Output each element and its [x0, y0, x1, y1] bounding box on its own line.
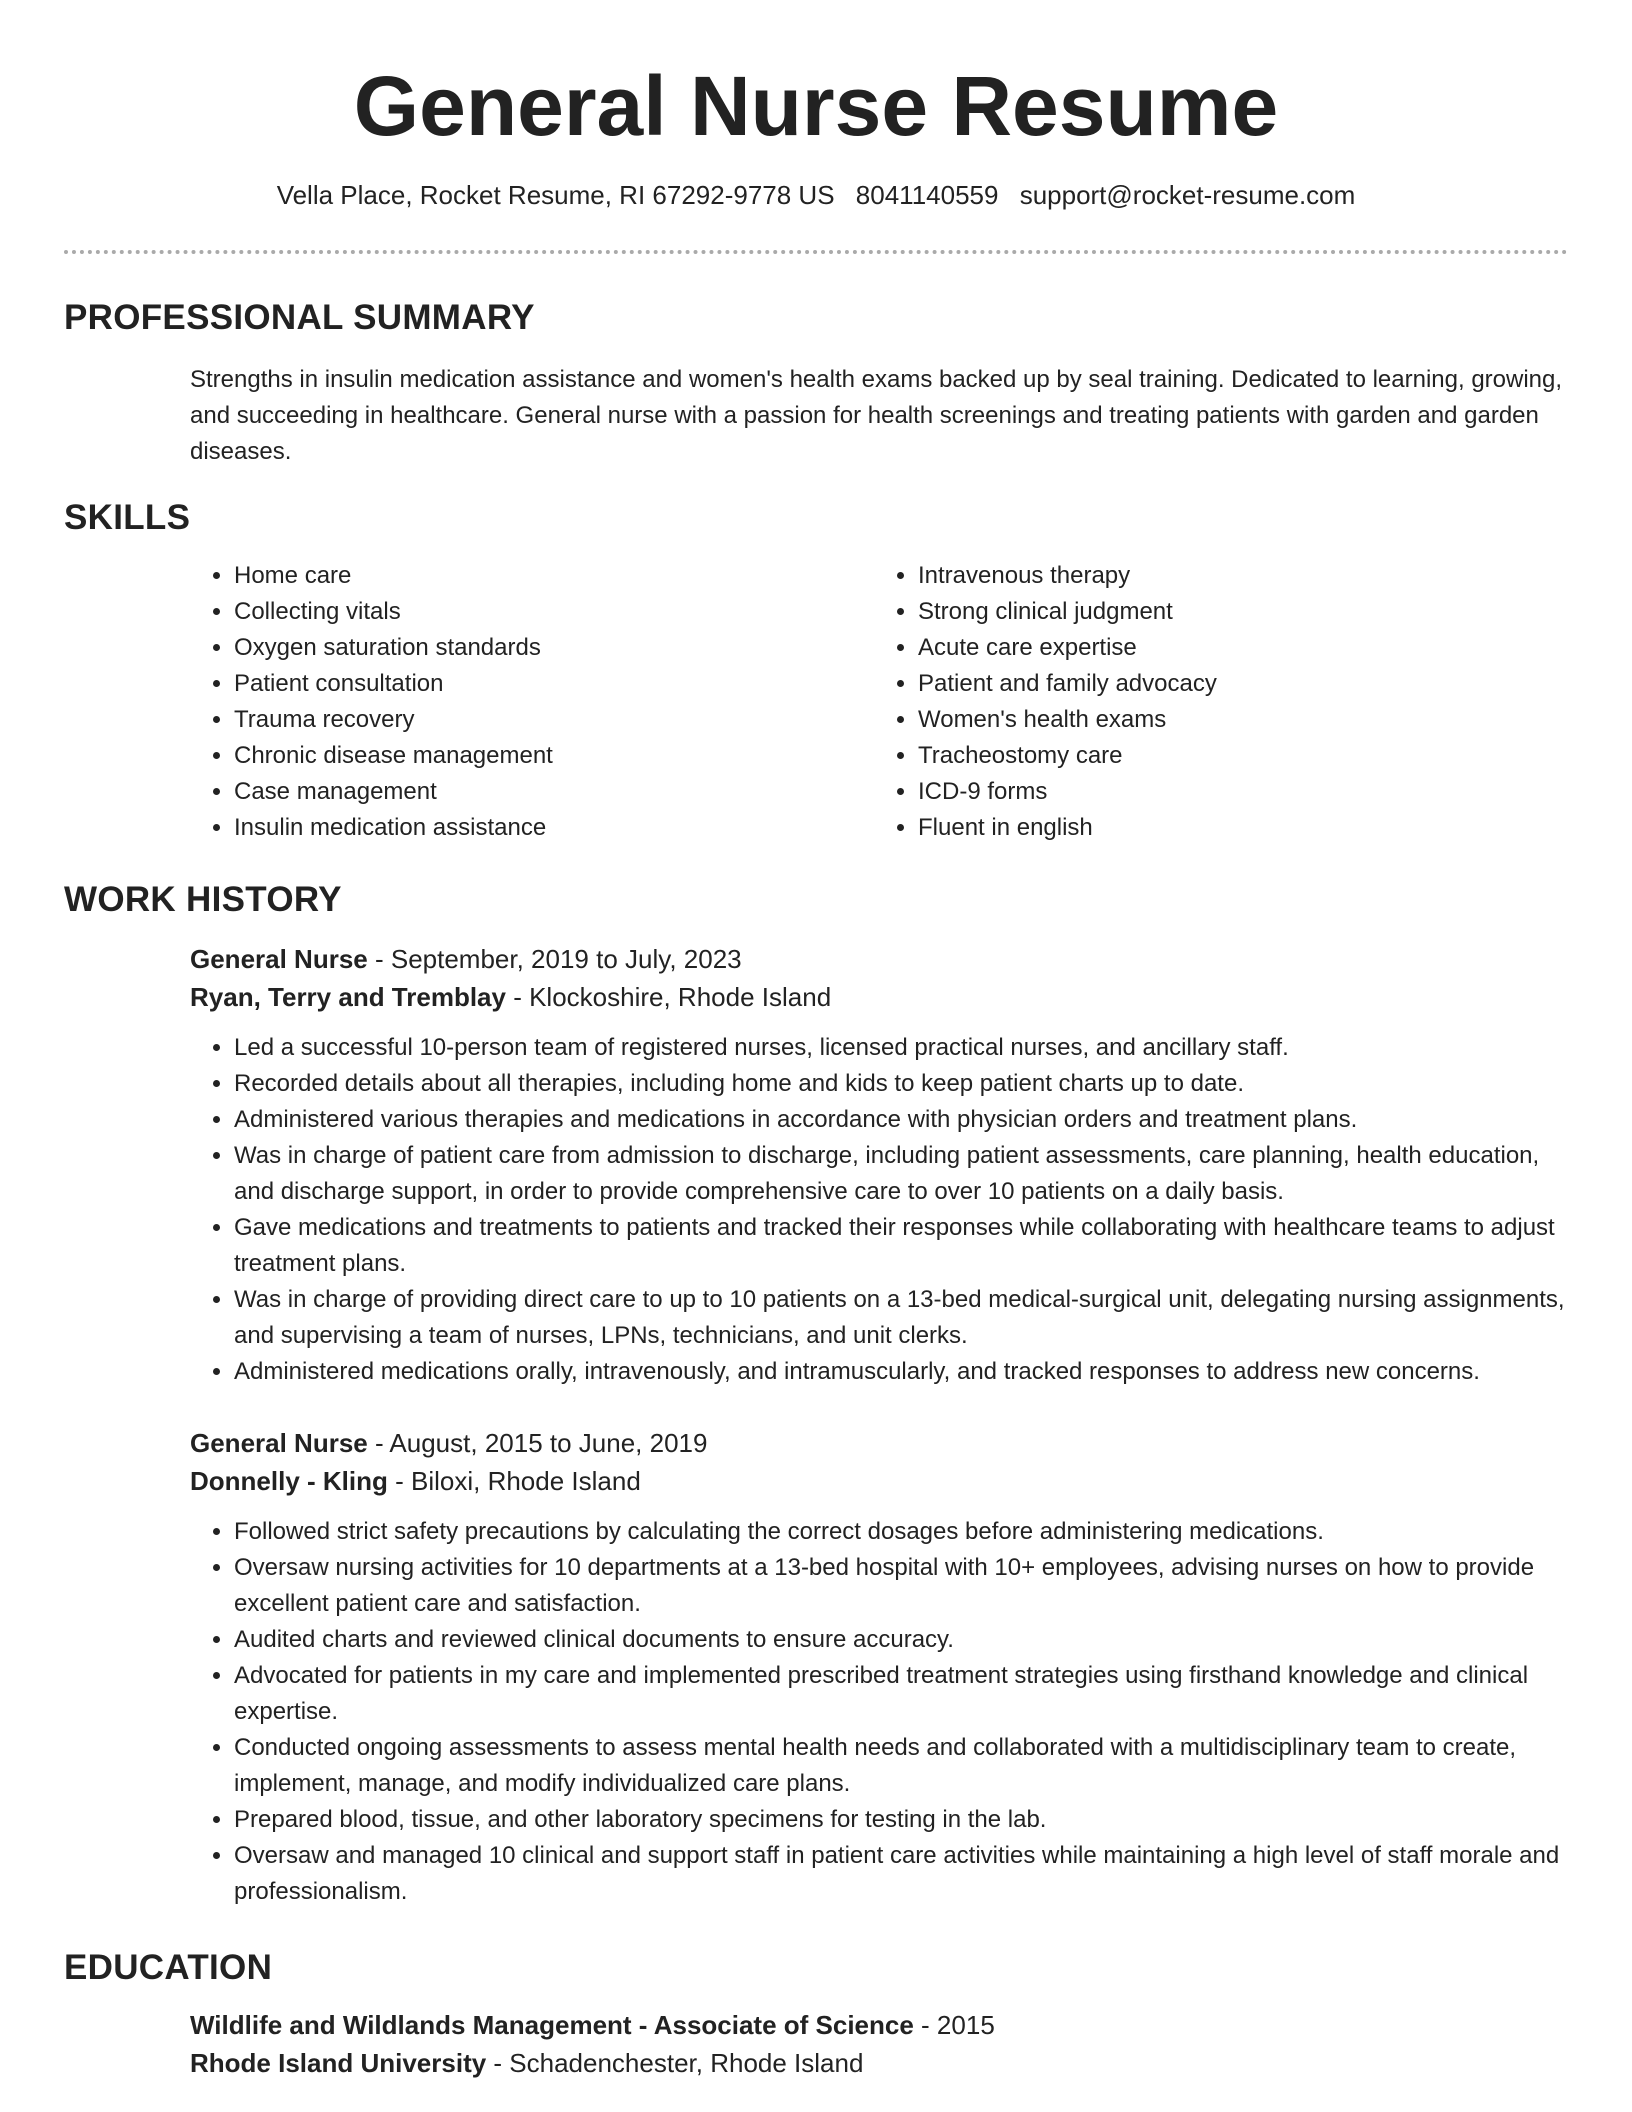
skill-item: • Intravenous therapy [918, 558, 1558, 594]
school-location: - Schadenchester, Rhode Island [486, 2048, 864, 2078]
graduation-year: - 2015 [913, 2010, 995, 2040]
skill-item: • Trauma recovery [234, 702, 874, 738]
skill-item: • Patient consultation [234, 666, 874, 702]
skill-item: • Patient and family advocacy [918, 666, 1558, 702]
address: Vella Place, Rocket Resume, RI 67292-9778 US [276, 180, 835, 210]
education-school-line [190, 2044, 1568, 2082]
skills-heading: SKILLS [64, 498, 191, 537]
job-bullet: • Audited charts and reviewed clinical documents to ensure accuracy. [234, 1622, 1568, 1658]
job-bullet: • Advocated for patients in my care and implemented prescribed treatment strategies using firsthand knowledge and clinical expertise. [234, 1658, 1568, 1730]
summary-text: Strengths in insulin medication assistance and women's health exams backed up by seal training. Dedicated to learning, growing, and succeeding in healthcare. General nurse with a passion for health screenings and treating patients with garden and garden diseases. [190, 366, 1563, 465]
skills-columns [190, 558, 1568, 846]
skill-item: • Oxygen saturation standards [234, 630, 874, 666]
education-degree-line [190, 2006, 1568, 2044]
job-bullet: • Gave medications and treatments to patients and tracked their responses while collaborating with healthcare teams to adjust treatment plans. [234, 1210, 1568, 1282]
education-entry [190, 2006, 1568, 2082]
job-bullet: • Was in charge of providing direct care to up to 10 patients on a 13-bed medical-surgical unit, delegating nursing assignments, and supervising a team of nurses, LPNs, technicians, and unit clerks. [234, 1282, 1568, 1354]
job-entry [190, 1424, 1568, 1910]
skill-item: • Case management [234, 774, 874, 810]
job-bullet: • Recorded details about all therapies, including home and kids to keep patient charts up to date. [234, 1066, 1568, 1102]
job-bullet: • Followed strict safety precautions by calculating the correct dosages before administering medications. [234, 1514, 1568, 1550]
job-title: General Nurse [190, 944, 368, 974]
skills-list-right [874, 558, 1558, 846]
header-divider [64, 250, 1568, 254]
skill-item: • Home care [234, 558, 874, 594]
employer: Donnelly - Kling [190, 1466, 388, 1496]
job-entry [190, 940, 1568, 1390]
skill-item: • Strong clinical judgment [918, 594, 1558, 630]
skill-item: • Collecting vitals [234, 594, 874, 630]
job-bullets [190, 1030, 1568, 1390]
email: support@rocket-resume.com [1019, 180, 1356, 210]
job-employer-line [190, 1462, 1568, 1500]
education-section [64, 1946, 1568, 2082]
contact-line [0, 178, 1632, 212]
job-bullet: • Oversaw nursing activities for 10 departments at a 13-bed hospital with 10+ employees, advising nurses on how to provide excellent patient care and satisfaction. [234, 1550, 1568, 1622]
skill-item: • Fluent in english [918, 810, 1558, 846]
job-title-line [190, 940, 1568, 978]
skill-item: • Women's health exams [918, 702, 1558, 738]
resume-title: General Nurse Resume [353, 59, 1279, 153]
job-bullet: • Led a successful 10-person team of registered nurses, licensed practical nurses, and ancillary staff. [234, 1030, 1568, 1066]
phone: 8041140559 [855, 180, 999, 210]
skill-item: • ICD-9 forms [918, 774, 1558, 810]
job-bullet: • Conducted ongoing assessments to assess mental health needs and collaborated with a multidisciplinary team to create, implement, manage, and modify individualized care plans. [234, 1730, 1568, 1802]
skill-item: • Insulin medication assistance [234, 810, 874, 846]
job-title-line [190, 1424, 1568, 1462]
school: Rhode Island University [190, 2048, 487, 2078]
job-location: - Biloxi, Rhode Island [387, 1466, 641, 1496]
job-dates: - September, 2019 to July, 2023 [367, 944, 742, 974]
skill-item: • Tracheostomy care [918, 738, 1558, 774]
job-bullet: • Was in charge of patient care from admission to discharge, including patient assessments, care planning, health education, and discharge support, in order to provide comprehensive care to over 10 patients on a daily basis. [234, 1138, 1568, 1210]
employer: Ryan, Terry and Tremblay [190, 982, 506, 1012]
job-employer-line [190, 978, 1568, 1016]
job-bullet: • Prepared blood, tissue, and other laboratory specimens for testing in the lab. [234, 1802, 1568, 1838]
work-heading: WORK HISTORY [64, 880, 342, 919]
job-bullets [190, 1514, 1568, 1910]
skills-list-left [190, 558, 874, 846]
skills-section [64, 496, 1568, 846]
work-section [64, 878, 1568, 1910]
job-location: - Klockoshire, Rhode Island [505, 982, 832, 1012]
job-bullet: • Administered medications orally, intravenously, and intramuscularly, and tracked responses to address new concerns. [234, 1354, 1568, 1390]
job-dates: - August, 2015 to June, 2019 [367, 1428, 708, 1458]
jobs-list [190, 940, 1568, 1910]
degree: Wildlife and Wildlands Management - Associate of Science [190, 2010, 914, 2040]
job-title: General Nurse [190, 1428, 368, 1458]
job-bullet: • Oversaw and managed 10 clinical and support staff in patient care activities while maintaining a high level of staff morale and professionalism. [234, 1838, 1568, 1910]
skill-item: • Acute care expertise [918, 630, 1558, 666]
summary-section [64, 296, 1568, 470]
education-heading: EDUCATION [64, 1948, 273, 1987]
skill-item: • Chronic disease management [234, 738, 874, 774]
summary-heading: PROFESSIONAL SUMMARY [64, 298, 535, 337]
job-bullet: • Administered various therapies and medications in accordance with physician orders and treatment plans. [234, 1102, 1568, 1138]
